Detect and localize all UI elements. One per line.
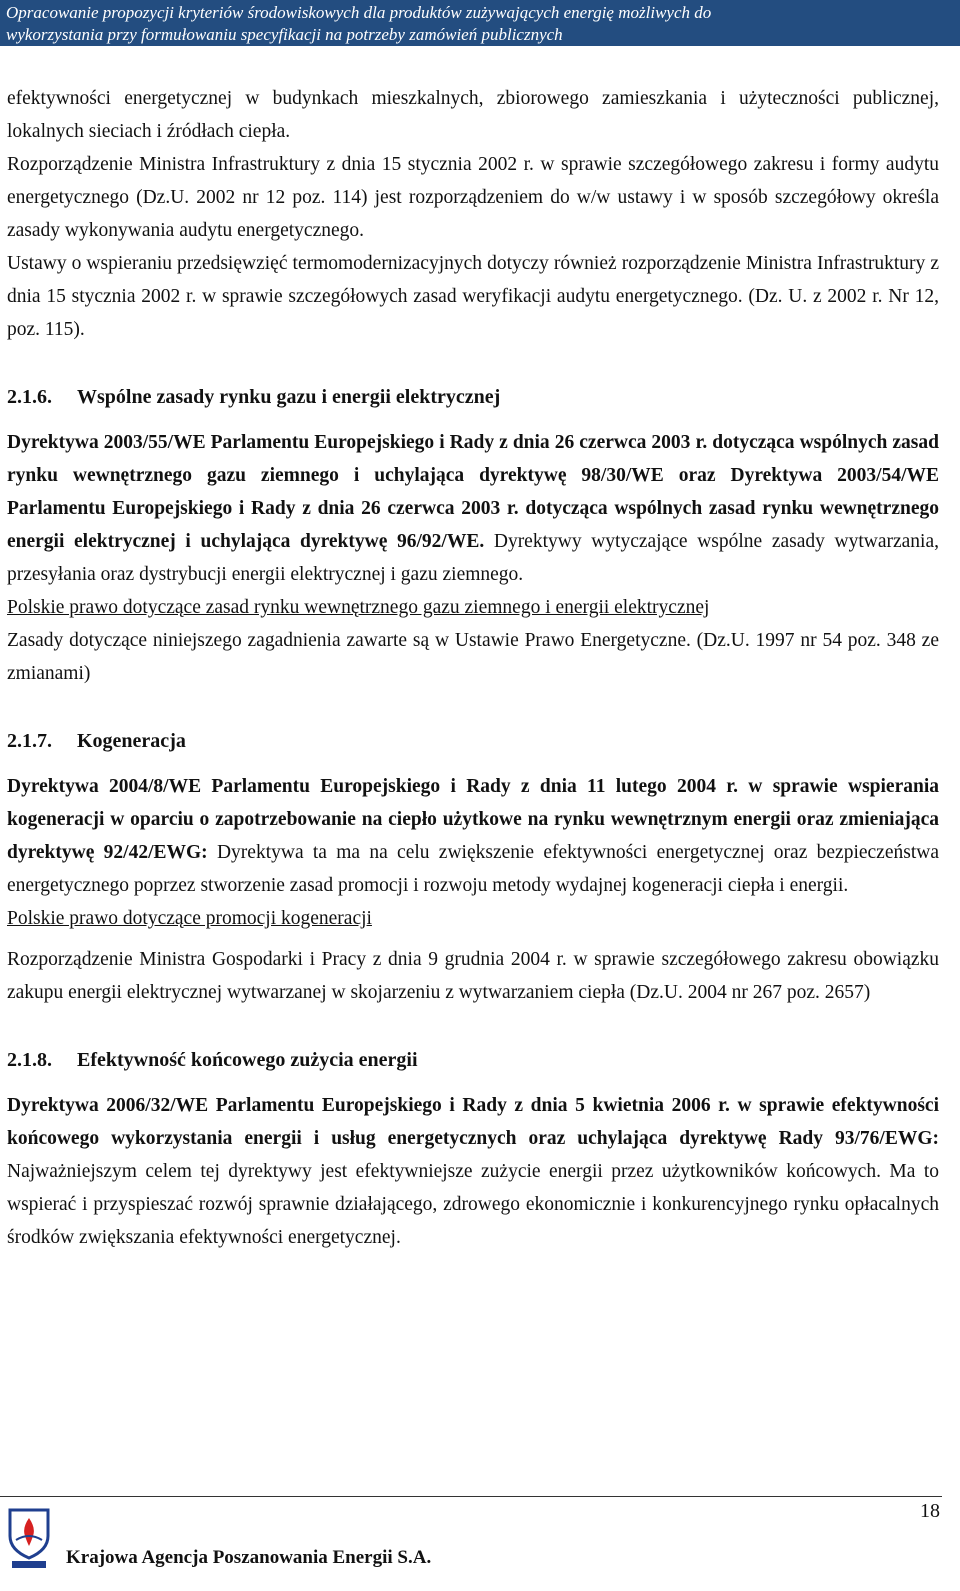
header-line-2: wykorzystania przy formułowaniu specyfikacji na potrzeby zamówień publicznych <box>6 25 563 44</box>
directive-title: Dyrektywa 2006/32/WE Parlamentu Europejskiego i Rady z dnia 5 kwietnia 2006 r. w sprawie efektywności końcowego wykorzystania energii i usług energetycznych oraz uchylająca dyrektywę Rady 93/76/EWG: <box>7 1095 939 1149</box>
organization-name: Krajowa Agencja Poszanowania Energii S.A. <box>66 1547 432 1568</box>
kape-logo-icon <box>6 1506 52 1570</box>
directive-paragraph <box>7 1089 939 1254</box>
polish-law-text: Zasady dotyczące niniejszego zagadnienia zawarte są w Ustawie Prawo Energetyczne. (Dz.U. 1997 nr 54 poz. 348 ze zmianami) <box>7 630 939 684</box>
section-heading-2-1-6 <box>7 381 939 414</box>
section-heading-2-1-7 <box>7 725 939 758</box>
section-heading-2-1-8 <box>7 1044 939 1077</box>
directive-paragraph <box>7 426 939 591</box>
polish-law-text: Rozporządzenie Ministra Gospodarki i Pracy z dnia 9 grudnia 2004 r. w sprawie szczegółowego zakresu obowiązku zakupu energii elektrycznej wytwarzanej w skojarzeniu z wytwarzaniem ciepła (Dz.U. 2004 nr 267 poz. 2657) <box>7 949 939 1003</box>
directive-description: Dyrektywa ta ma na celu zwiększenie efektywności energetycznej oraz bezpieczeństwa energetycznego poprzez stworzenie zasad promocji i rozwoju metody wydajnej kogeneracji ciepła i energii. <box>7 842 939 896</box>
intro-paragraph-3: Ustawy o wspieraniu przedsięwzięć termomodernizacyjnych dotyczy również rozporządzenie Ministra Infrastruktury z dnia 15 stycznia 2002 r. w sprawie szczegółowych zasad weryfikacji audytu energetycznego. (Dz. U. z 2002 r. Nr 12, poz. 115). <box>7 253 939 340</box>
section-title: Efektywność końcowego zużycia energii <box>77 1049 418 1071</box>
section-number: 2.1.8. <box>7 1049 52 1071</box>
page-number: 18 <box>920 1500 940 1522</box>
directive-description: Najważniejszym celem tej dyrektywy jest efektywniejsze zużycie energii przez użytkowników końcowych. Ma to wspierać i przyspieszać rozwój sprawnie działającego, zdrowego ekonomicznie i konkurencyjnego rynku opłacalnych środków zwiększania efektywności energetycznej. <box>7 1161 939 1248</box>
directive-title: Dyrektywa 2003/55/WE Parlamentu Europejskiego i Rady z dnia 26 czerwca 2003 r. dotycząca wspólnych zasad rynku wewnętrznego gazu ziemnego i uchylająca dyrektywę 98/30/WE oraz Dyrektywa 2003/54/WE Parlamentu Europejskiego i Rady z dnia 26 czerwca 2003 r. dotycząca wspólnych zasad rynku wewnętrznego energii elektrycznej i uchylająca dyrektywę 96/92/WE. <box>7 432 939 552</box>
document-header <box>0 0 960 46</box>
section-number: 2.1.7. <box>7 730 52 752</box>
directive-description: Dyrektywy wytyczające wspólne zasady wytwarzania, przesyłania oraz dystrybucji energii elektrycznej i gazu ziemnego. <box>7 531 939 585</box>
polish-law-heading: Polskie prawo dotyczące zasad rynku wewnętrznego gazu ziemnego i energii elektrycznej <box>7 597 710 618</box>
document-body <box>7 82 939 1254</box>
section-number: 2.1.6. <box>7 386 52 408</box>
footer-divider <box>0 1496 942 1497</box>
header-line-1: Opracowanie propozycji kryteriów środowiskowych dla produktów zużywających energię możliwych do <box>6 3 712 22</box>
intro-paragraph-1: efektywności energetycznej w budynkach mieszkalnych, zbiorowego zamieszkania i użyteczności publicznej, lokalnych sieciach i źródłach ciepła. <box>7 88 939 142</box>
section-title: Wspólne zasady rynku gazu i energii elektrycznej <box>77 386 501 408</box>
directive-paragraph <box>7 770 939 902</box>
section-title: Kogeneracja <box>77 730 186 752</box>
polish-law-heading: Polskie prawo dotyczące promocji kogeneracji <box>7 908 372 929</box>
directive-title: Dyrektywa 2004/8/WE Parlamentu Europejskiego i Rady z dnia 11 lutego 2004 r. w sprawie wspierania kogeneracji w oparciu o zapotrzebowanie na ciepło użytkowe na rynku wewnętrznym energii oraz zmieniająca dyrektywę 92/42/EWG: <box>7 776 939 863</box>
intro-paragraph-2: Rozporządzenie Ministra Infrastruktury z dnia 15 stycznia 2002 r. w sprawie szczegółowego zakresu i formy audytu energetycznego (Dz.U. 2002 nr 12 poz. 114) jest rozporządzeniem do w/w ustawy i w sposób szczegółowy określa zasady wykonywania audytu energetycznego. <box>7 154 939 241</box>
